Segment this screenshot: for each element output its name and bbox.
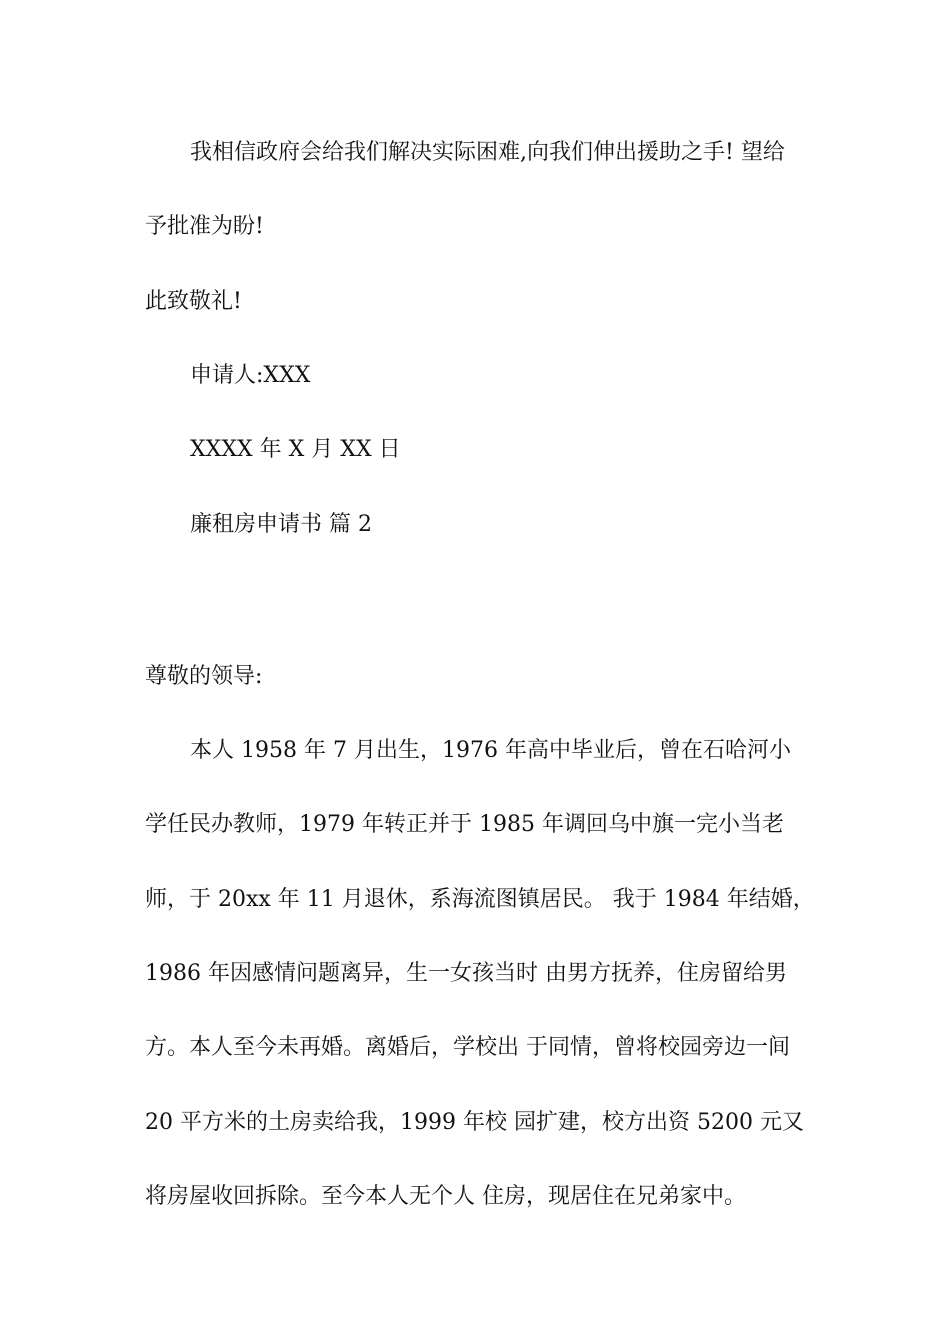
text-line: 将房屋收回拆除。至今本人无个人 住房，现居住在兄弟家中。	[145, 1184, 746, 1209]
text-line: 20 平方米的土房卖给我，1999 年校 园扩建，校方出资 5200 元又	[145, 1110, 804, 1135]
section-heading: 廉租房申请书 篇 2	[190, 512, 372, 537]
text-line: 我相信政府会给我们解决实际困难,向我们伸出援助之手! 望给	[190, 140, 785, 165]
text-line: 1986 年因感情问题离异，生一女孩当时 由男方抚养，住房留给男	[145, 961, 787, 986]
text-line: 学任民办教师，1979 年转正并于 1985 年调回乌中旗一完小当老	[145, 812, 784, 837]
text-line: 师，于 20xx 年 11 月退休，系海流图镇居民。 我于 1984 年结婚，	[145, 887, 815, 912]
text-line: 予批准为盼!	[145, 214, 264, 239]
date-line: XXXX 年 X 月 XX 日	[190, 437, 401, 462]
greeting: 尊敬的领导:	[145, 664, 263, 689]
applicant-name: 申请人:XXX	[190, 363, 311, 388]
text-line: 方。本人至今未再婚。离婚后，学校出 于同情，曾将校园旁边一间	[145, 1035, 790, 1060]
text-line: 本人 1958 年 7 月出生，1976 年高中毕业后，曾在石哈河小	[190, 738, 791, 763]
closing-salutation: 此致敬礼!	[145, 289, 242, 314]
